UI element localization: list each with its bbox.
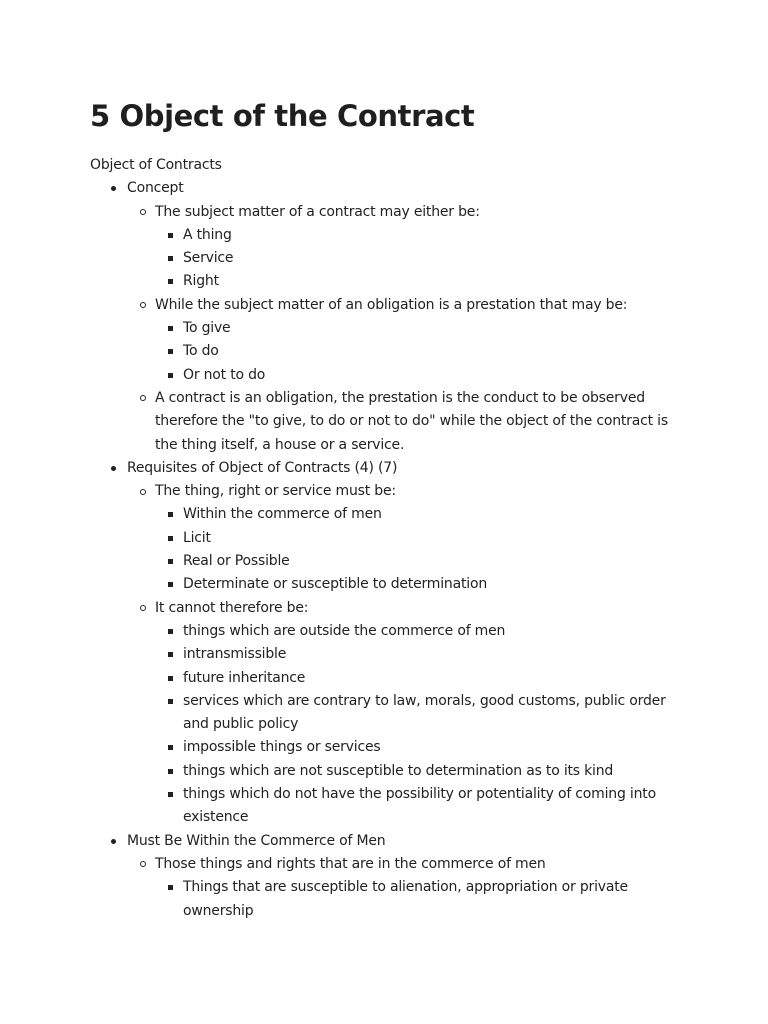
list-item: Within the commerce of men	[155, 503, 680, 526]
list-item	[127, 480, 680, 596]
requisites-sublist	[127, 480, 680, 829]
list-item: To do	[155, 340, 680, 363]
list-item-label: The subject matter of a contract may either be:	[155, 203, 480, 220]
commerce-items-list	[155, 876, 680, 923]
list-item: things which are not susceptible to determination as to its kind	[155, 760, 680, 783]
list-item-requisites	[90, 457, 680, 830]
subject-matter-list	[155, 224, 680, 294]
list-item: things which do not have the possibility or potentiality of coming into existence	[155, 783, 680, 830]
list-item: A contract is an obligation, the prestation is the conduct to be observed therefore the "to give, to do or not to do" while the object of the contract is the thing itself, a house or a service.	[127, 387, 680, 457]
list-item	[127, 853, 680, 923]
list-item: Determinate or susceptible to determination	[155, 573, 680, 596]
list-item: things which are outside the commerce of men	[155, 620, 680, 643]
obligation-list	[155, 317, 680, 387]
list-item: Or not to do	[155, 364, 680, 387]
list-item: services which are contrary to law, morals, good customs, public order and public policy	[155, 690, 680, 737]
list-item-label: While the subject matter of an obligation is a prestation that may be:	[155, 296, 628, 313]
list-item: future inheritance	[155, 667, 680, 690]
commerce-sublist	[127, 853, 680, 923]
list-item	[127, 201, 680, 294]
list-item: Licit	[155, 527, 680, 550]
cannot-be-list	[155, 620, 680, 830]
section-label: Object of Contracts	[90, 157, 222, 173]
list-item	[127, 294, 680, 387]
list-item: intransmissible	[155, 643, 680, 666]
list-item-label: Those things and rights that are in the commerce of men	[155, 855, 546, 872]
list-item: impossible things or services	[155, 736, 680, 759]
list-item-label: Requisites of Object of Contracts (4) (7)	[127, 459, 398, 476]
list-item-label: It cannot therefore be:	[155, 599, 309, 616]
list-item: Things that are susceptible to alienation, appropriation or private ownership	[155, 876, 680, 923]
list-item	[127, 597, 680, 830]
list-item: Service	[155, 247, 680, 270]
list-item: A thing	[155, 224, 680, 247]
page-title: 5 Object of the Contract	[90, 99, 475, 133]
document-page	[90, 96, 680, 923]
list-item: Right	[155, 270, 680, 293]
list-item-label: Concept	[127, 180, 184, 197]
list-item: To give	[155, 317, 680, 340]
concept-sublist	[127, 201, 680, 457]
list-item-commerce	[90, 830, 680, 923]
must-be-list	[155, 503, 680, 596]
list-item-label: The thing, right or service must be:	[155, 483, 396, 500]
outline-list	[90, 177, 680, 923]
list-item: Real or Possible	[155, 550, 680, 573]
list-item-label: Must Be Within the Commerce of Men	[127, 832, 386, 849]
list-item-concept	[90, 177, 680, 457]
